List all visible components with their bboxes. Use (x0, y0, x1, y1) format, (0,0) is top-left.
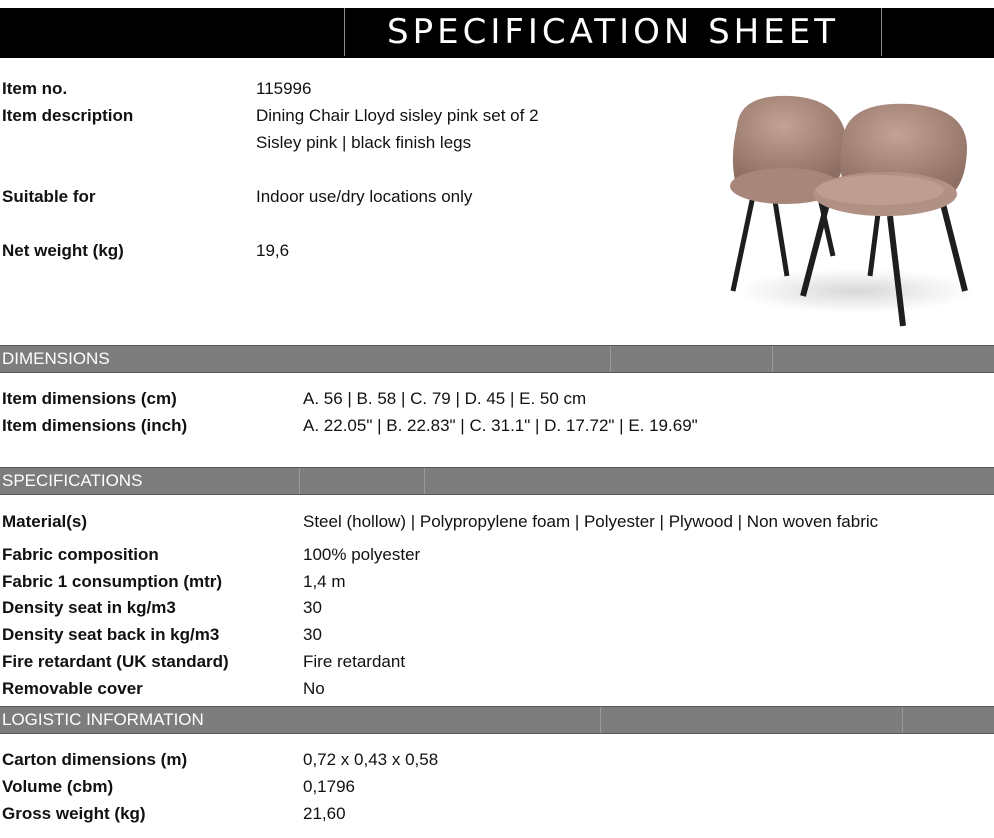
logistic-label: Gross weight (kg) (2, 804, 146, 823)
dimensions-inch-value: A. 22.05" | B. 22.83" | C. 31.1" | D. 17.72" | E. 19.69" (303, 416, 698, 435)
spec-label: Fabric 1 consumption (mtr) (2, 572, 223, 591)
dimensions-cm-label: Item dimensions (cm) (2, 389, 177, 408)
dimensions-inch-label: Item dimensions (inch) (2, 416, 188, 435)
spec-label: Fire retardant (UK standard) (2, 652, 229, 671)
net-weight-value: 19,6 (256, 241, 290, 260)
suitable-for-value: Indoor use/dry locations only (256, 187, 473, 206)
item-description-line-1: Dining Chair Lloyd sisley pink set of 2 (256, 106, 539, 125)
spec-value: No (303, 679, 325, 698)
section-dimensions-heading: DIMENSIONS (2, 349, 110, 368)
logistic-label: Volume (cbm) (2, 777, 114, 796)
logistic-value: 0,1796 (303, 777, 355, 796)
item-no-label: Item no. (2, 79, 68, 98)
section-logistics-heading: LOGISTIC INFORMATION (2, 710, 204, 729)
spec-label: Density seat back in kg/m3 (2, 625, 220, 644)
net-weight-label: Net weight (kg) (2, 241, 124, 260)
page-title: SPECIFICATION SHEET (344, 8, 882, 56)
item-description-line-2: Sisley pink | black finish legs (256, 133, 472, 152)
spec-label: Material(s) (2, 512, 88, 531)
spec-value: 100% polyester (303, 545, 421, 564)
logistic-value: 0,72 x 0,43 x 0,58 (303, 750, 439, 769)
spec-label: Density seat in kg/m3 (2, 598, 176, 617)
product-image (715, 86, 985, 336)
spec-value: Steel (hollow) | Polypropylene foam | Polyester | Plywood | Non woven fabric (303, 512, 879, 531)
spec-label: Removable cover (2, 679, 143, 698)
suitable-for-label: Suitable for (2, 187, 96, 206)
section-specifications (0, 467, 994, 495)
spec-value: 30 (303, 625, 322, 644)
section-specifications-heading: SPECIFICATIONS (2, 471, 143, 490)
logistic-value: 21,60 (303, 804, 346, 823)
spec-label: Fabric composition (2, 545, 159, 564)
logistic-label: Carton dimensions (m) (2, 750, 188, 769)
spec-value: Fire retardant (303, 652, 406, 671)
section-dimensions (0, 345, 994, 373)
spec-value: 30 (303, 598, 322, 617)
item-description-label: Item description (2, 106, 134, 125)
item-no-value: 115996 (256, 79, 312, 98)
section-logistics (0, 706, 994, 734)
dimensions-cm-value: A. 56 | B. 58 | C. 79 | D. 45 | E. 50 cm (303, 389, 587, 408)
spec-value: 1,4 m (303, 572, 346, 591)
